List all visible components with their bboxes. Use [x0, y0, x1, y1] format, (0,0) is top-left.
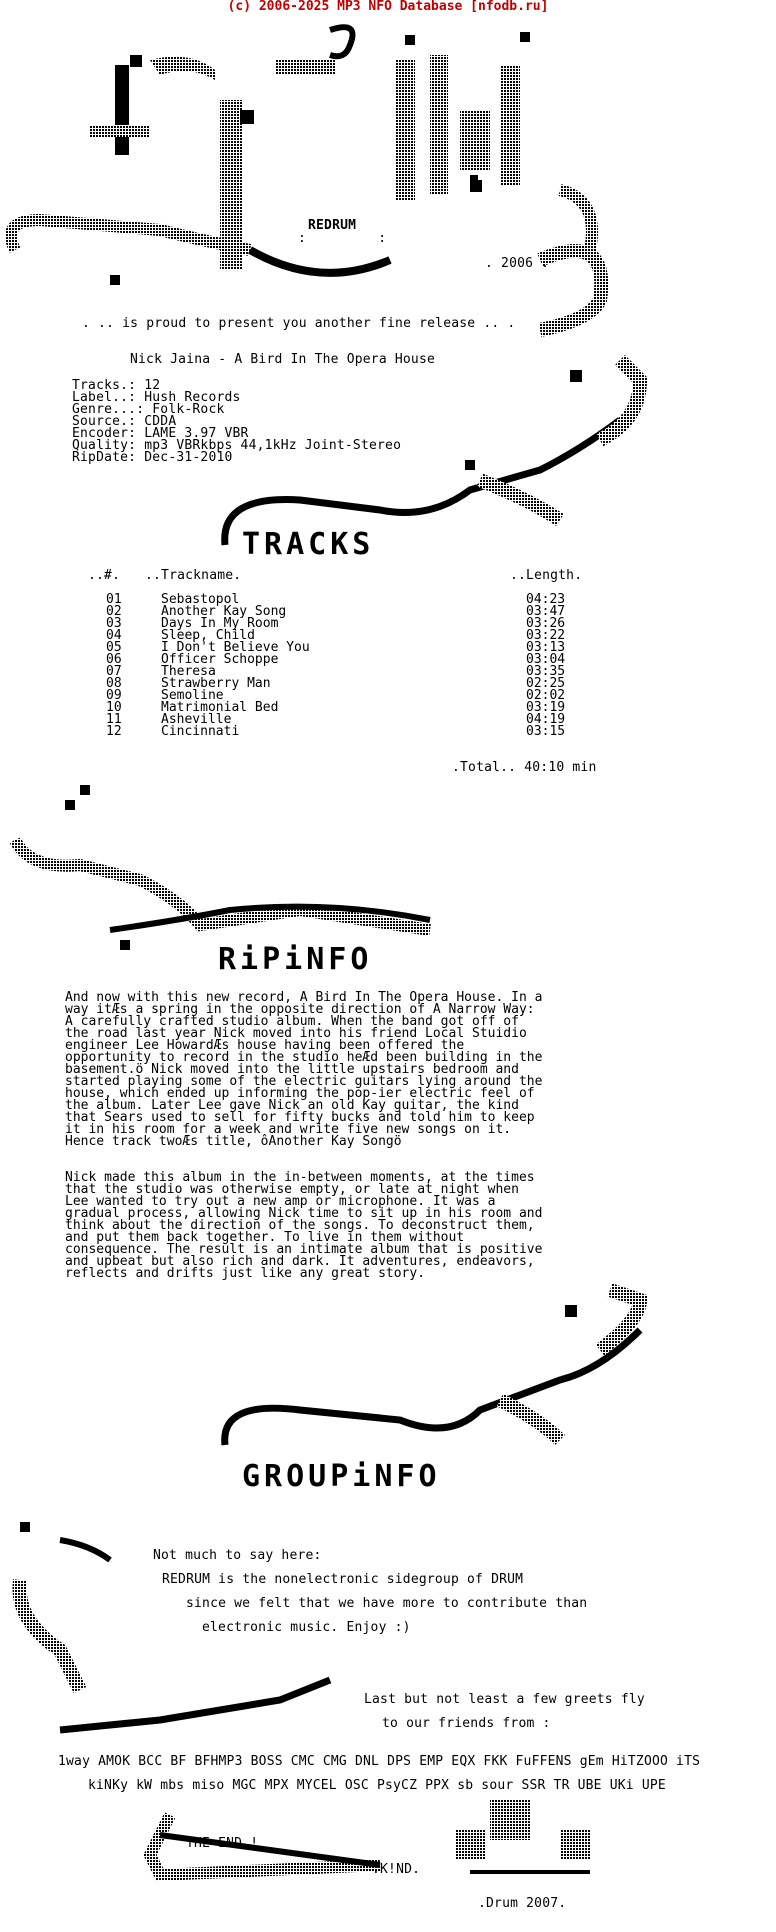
info-label: Label..: Hush Records	[72, 390, 241, 405]
track-length: 03:04	[526, 652, 566, 667]
info-ripdate: RipDate: Dec-31-2010	[72, 450, 233, 465]
track-name: Semoline	[161, 688, 224, 703]
total-length: .Total.. 40:10 min	[452, 760, 597, 775]
tracklist-header-length: ..Length.	[510, 568, 583, 583]
ripinfo-divider-art	[15, 785, 430, 950]
track-name: Theresa	[161, 664, 216, 679]
track-name: Officer Schoppe	[161, 652, 279, 667]
track-length: 03:35	[526, 664, 566, 679]
logo-dots: : :	[298, 231, 387, 246]
greets-line-1: Last but not least a few greets fly	[364, 1692, 645, 1707]
page-header: (c) 2006-2025 MP3 NFO Database [nfodb.ru]	[227, 0, 549, 14]
track-number: 06	[106, 652, 122, 667]
track-number: 02	[106, 604, 122, 619]
kind-signature: .K!ND.	[372, 1862, 421, 1877]
logo-group-name: REDRUM	[308, 218, 357, 233]
info-encoder: Encoder: LAME 3.97 VBR	[72, 426, 249, 441]
ripinfo-paragraph-1: And now with this new record, A Bird In The Opera House. In a way itÆs a spring in the opposite direction of A Narrow Way: A carefully crafted studio album. When the band got off of the road last year Nick moved into his friend Local Stuidio engineer Lee HowardÆs house having been offered the opportunity to record in the studio heÆd been building in the basement.ö Nick moved into the little upstairs bedroom and started playing some of the electric guitars lying around the house, which ended up informing the pop-ier electric feel of the album. Later Lee gave Nick an old Kay guitar, the kind that Sears used to sell for fifty bucks and told him to keep it in his room for a week and write five new songs on it. Hence track twoÆs title, ôAnother Kay Songö	[65, 990, 543, 1149]
the-end: THE END !	[186, 1836, 259, 1851]
tracks-banner: TRACKS	[242, 527, 375, 562]
track-number: 09	[106, 688, 122, 703]
tracklist-header-name: ..Trackname.	[145, 568, 242, 583]
ripinfo-paragraph-2: Nick made this album in the in-between moments, at the times that the studio was otherwise empty, or late at night when Lee wanted to try out a new amp or microphone. It was a gradual process, allowing Nick time to sit up in his room and think about the direction of the songs. To deconstruct them, and put them back together. To live in them without consequence. The result is an intimate album that is positive and upbeat but also rich and dark. It adventures, endeavors, reflects and drifts just like any great story.	[65, 1170, 543, 1281]
groupinfo-line-3: since we felt that we have more to contribute than	[186, 1596, 588, 1611]
track-number: 08	[106, 676, 122, 691]
track-name: Asheville	[161, 712, 232, 727]
track-length: 02:25	[526, 676, 566, 691]
drum-signature: .Drum 2007.	[478, 1896, 567, 1911]
track-number: 01	[106, 592, 122, 607]
groupinfo-line-2: REDRUM is the nonelectronic sidegroup of DRUM	[162, 1572, 524, 1587]
track-number: 05	[106, 640, 122, 655]
track-length: 03:19	[526, 700, 566, 715]
info-quality: Quality: mp3 VBRkbps 44,1kHz Joint-Stereo	[72, 438, 402, 453]
intro-line: . .. is proud to present you another fine release .. .	[82, 316, 516, 331]
track-length: 04:19	[526, 712, 566, 727]
track-name: Sebastopol	[161, 592, 240, 607]
greets-groups-2: kiNKy kW mbs miso MGC MPX MYCEL OSC PsyCZ PPX sb sour SSR TR UBE UKi UPE	[88, 1778, 666, 1793]
track-number: 07	[106, 664, 122, 679]
greets-groups-1: 1way AMOK BCC BF BFHMP3 BOSS CMC CMG DNL DPS EMP EQX FKK FuFFENS gEm HiTZOOO iTS	[58, 1754, 701, 1769]
groupinfo-line-4: electronic music. Enjoy :)	[202, 1620, 411, 1635]
track-name: Strawberry Man	[161, 676, 271, 691]
track-name: Sleep, Child	[161, 628, 255, 643]
track-number: 12	[106, 724, 122, 739]
groupinfo-banner: GROUPiNFO	[242, 1459, 441, 1494]
release-title: Nick Jaina - A Bird In The Opera House	[130, 352, 436, 367]
track-length: 03:26	[526, 616, 566, 631]
groupinfo-line-1: Not much to say here:	[153, 1548, 322, 1563]
track-name: Matrimonial Bed	[161, 700, 279, 715]
info-source: Source.: CDDA	[72, 414, 177, 429]
track-length: 03:22	[526, 628, 566, 643]
track-length: 04:23	[526, 592, 566, 607]
info-genre: Genre...: Folk-Rock	[72, 402, 225, 417]
tracklist-header-num: ..#.	[88, 568, 121, 583]
info-tracks: Tracks.: 12	[72, 378, 161, 393]
logo-year: . 2006 .	[485, 256, 550, 271]
track-number: 10	[106, 700, 122, 715]
track-name: I Don't Believe You	[161, 640, 310, 655]
track-length: 02:02	[526, 688, 566, 703]
redrum-logo-art	[11, 27, 601, 330]
track-number: 11	[106, 712, 122, 727]
track-name: Cincinnati	[161, 724, 240, 739]
groupinfo-divider-art	[225, 1290, 640, 1445]
track-number: 04	[106, 628, 122, 643]
track-name: Days In My Room	[161, 616, 279, 631]
ripinfo-banner: RiPiNFO	[218, 942, 373, 977]
greets-line-2: to our friends from :	[382, 1716, 551, 1731]
track-number: 03	[106, 616, 122, 631]
track-length: 03:13	[526, 640, 566, 655]
track-name: Another Kay Song	[161, 604, 287, 619]
track-length: 03:15	[526, 724, 566, 739]
track-length: 03:47	[526, 604, 566, 619]
